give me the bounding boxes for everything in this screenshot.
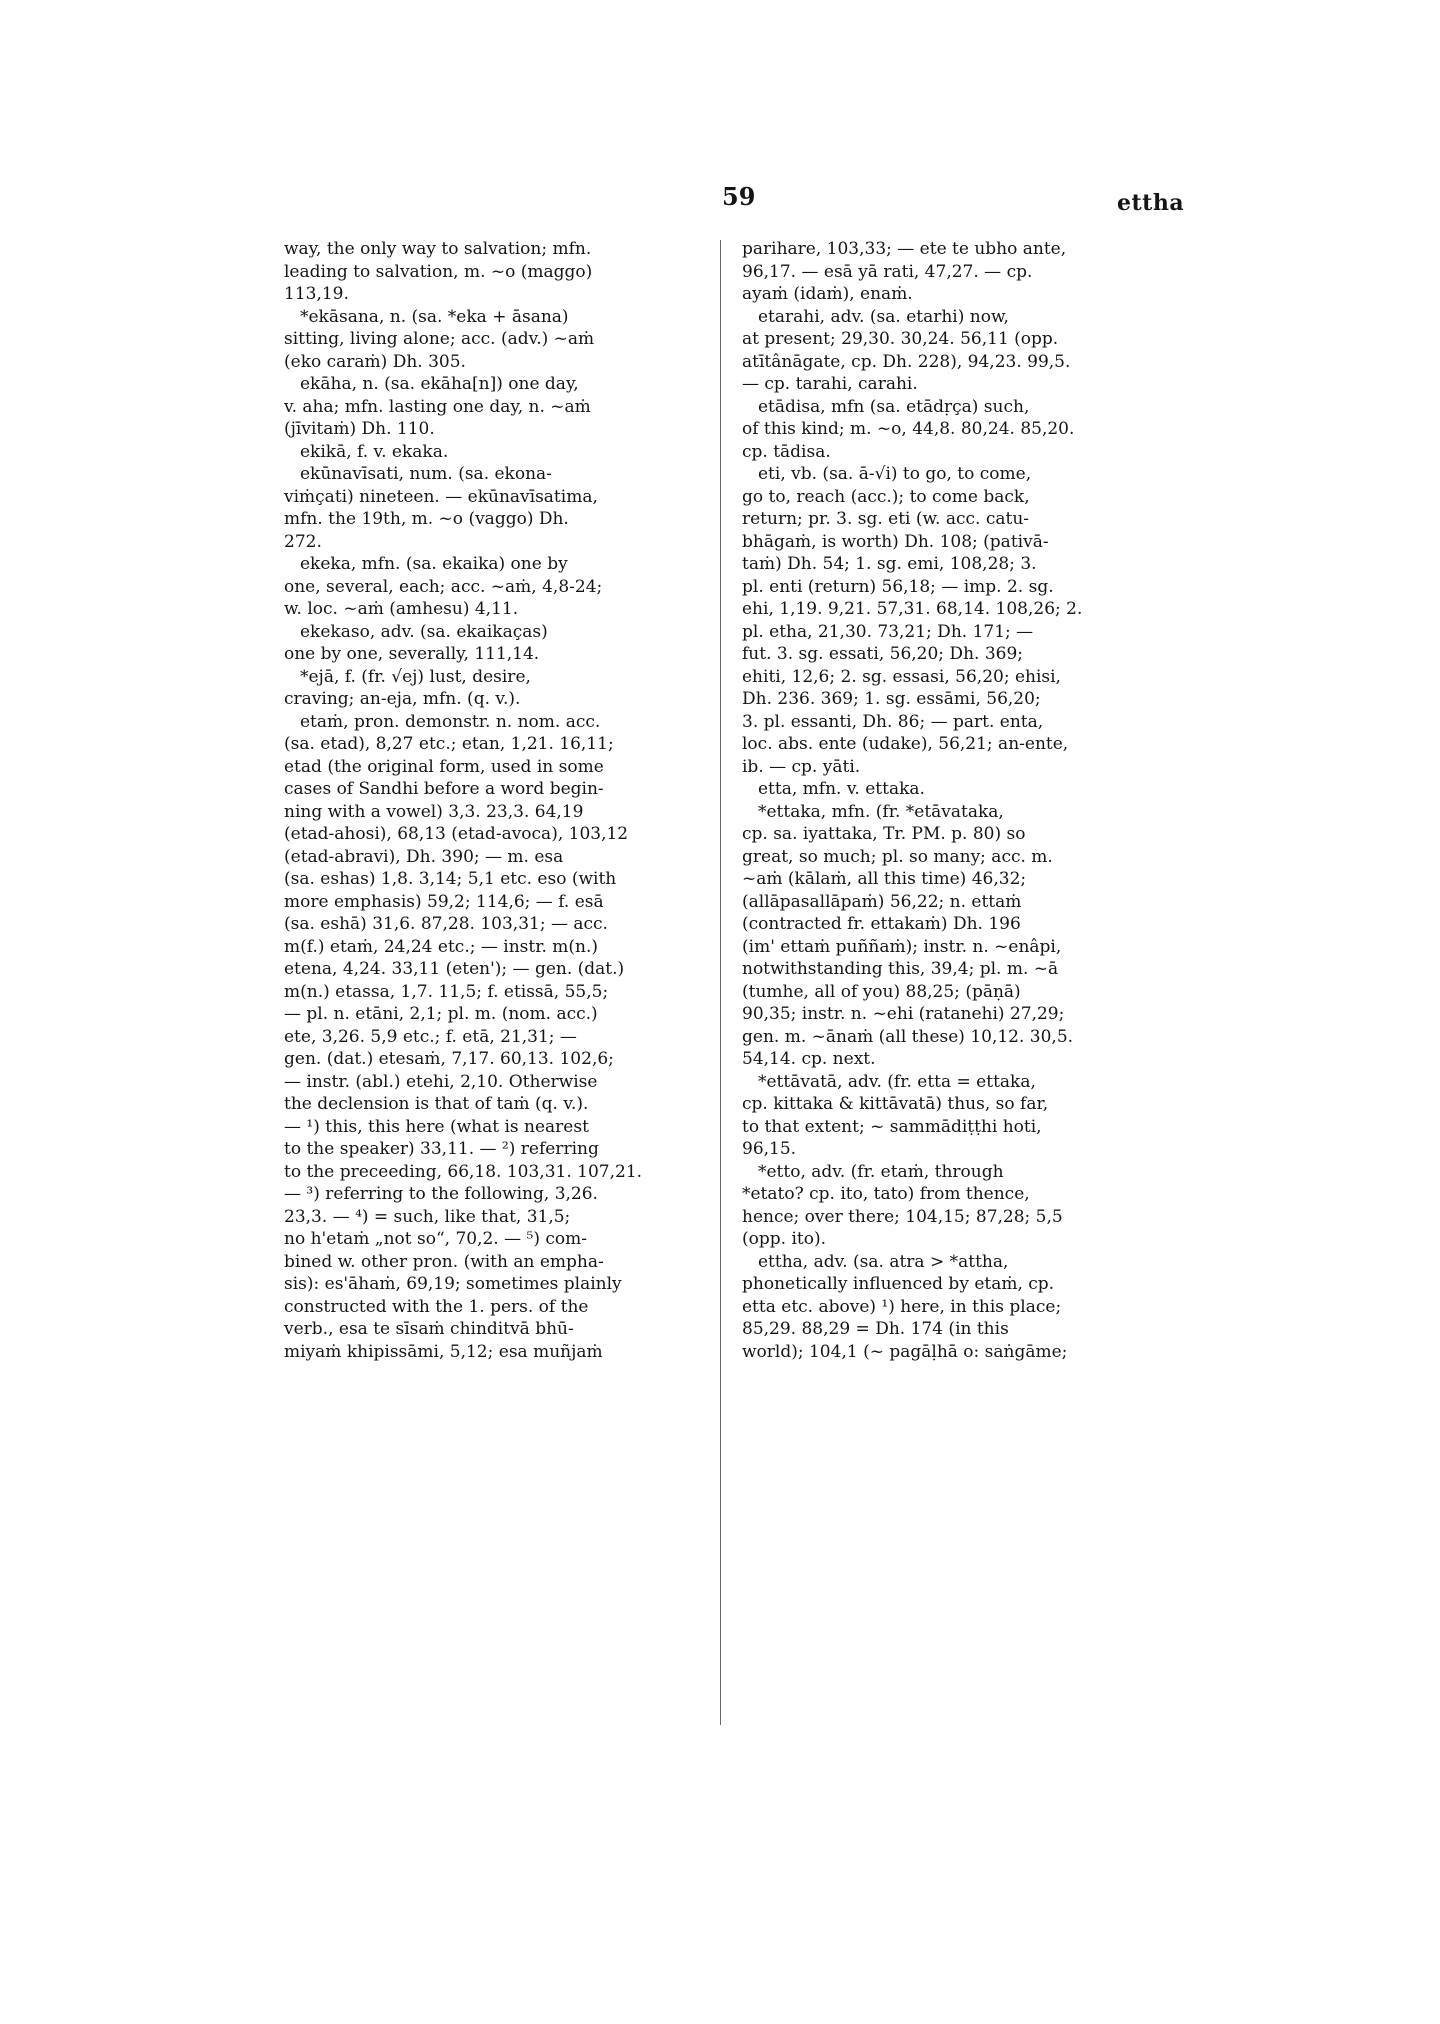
dictionary-line: phonetically influenced by etaṁ, cp.	[742, 1274, 1055, 1294]
dictionary-line: cp. kittaka & kittāvatā) thus, so far,	[742, 1094, 1049, 1114]
dictionary-line: — pl. n. etāni, 2,1; pl. m. (nom. acc.)	[284, 1004, 598, 1024]
dictionary-line: ekikā, f. v. ekaka.	[300, 441, 449, 462]
dictionary-line: verb., esa te sīsaṁ chinditvā bhū-	[284, 1319, 574, 1339]
dictionary-line: ehiti, 12,6; 2. sg. essasi, 56,20; ehisi,	[742, 666, 1061, 687]
dictionary-line: *etto, adv. (fr. etaṁ, through	[758, 1161, 1004, 1182]
dictionary-line: way, the only way to salvation; mfn.	[284, 239, 592, 259]
dictionary-line: — instr. (abl.) etehi, 2,10. Otherwise	[284, 1071, 598, 1092]
dictionary-line: mfn. the 19th, m. ~o (vaggo) Dh.	[284, 509, 569, 529]
dictionary-line: cases of Sandhi before a word begin-	[284, 779, 604, 799]
dictionary-line: ehi, 1,19. 9,21. 57,31. 68,14. 108,26; 2.	[742, 599, 1083, 619]
dictionary-line: bined w. other pron. (with an empha-	[284, 1251, 604, 1272]
dictionary-line: (etad-ahosi), 68,13 (etad-avoca), 103,12	[284, 824, 629, 844]
dictionary-line: sitting, living alone; acc. (adv.) ~aṁ	[284, 329, 595, 349]
dictionary-line: — ³) referring to the following, 3,26.	[284, 1184, 598, 1204]
dictionary-line: 113,19.	[284, 284, 349, 304]
dictionary-line: *ettāvatā, adv. (fr. etta = ettaka,	[758, 1071, 1036, 1092]
dictionary-line: eti, vb. (sa. ā-√i) to go, to come,	[758, 464, 1032, 484]
dictionary-line: ning with a vowel) 3,3. 23,3. 64,19	[284, 801, 584, 822]
dictionary-line: to that extent; ~ sammādiṭṭhi hoti,	[742, 1116, 1042, 1137]
dictionary-line: one, several, each; acc. ~aṁ, 4,8-24;	[284, 576, 603, 597]
dictionary-line: *etato? cp. ito, tato) from thence,	[742, 1184, 1030, 1204]
dictionary-line: 272.	[284, 531, 322, 552]
dictionary-line: (jīvitaṁ) Dh. 110.	[284, 419, 435, 439]
dictionary-line: (opp. ito).	[742, 1229, 826, 1249]
dictionary-line: pl. enti (return) 56,18; — imp. 2. sg.	[742, 576, 1054, 597]
dictionary-line: cp. tādisa.	[742, 441, 831, 462]
dictionary-line: (allāpasallāpaṁ) 56,22; n. ettaṁ	[742, 891, 1022, 912]
dictionary-line: the declension is that of taṁ (q. v.).	[284, 1094, 589, 1114]
dictionary-line: 96,17. — esā yā rati, 47,27. — cp.	[742, 261, 1033, 282]
dictionary-line: taṁ) Dh. 54; 1. sg. emi, 108,28; 3.	[742, 554, 1037, 574]
dictionary-line: (etad-abravi), Dh. 390; — m. esa	[284, 846, 564, 867]
dictionary-line: — cp. tarahi, carahi.	[742, 374, 918, 394]
dictionary-line: pl. etha, 21,30. 73,21; Dh. 171; —	[742, 621, 1034, 642]
column-divider	[720, 240, 721, 1725]
dictionary-line: bhāgaṁ, is worth) Dh. 108; (pativā-	[742, 531, 1049, 552]
dictionary-line: etarahi, adv. (sa. etarhi) now,	[758, 306, 1009, 327]
dictionary-line: great, so much; pl. so many; acc. m.	[742, 846, 1053, 867]
dictionary-line: ayaṁ (idaṁ), enaṁ.	[742, 284, 913, 304]
dictionary-line: v. aha; mfn. lasting one day, n. ~aṁ	[284, 396, 591, 417]
dictionary-line: parihare, 103,33; — ete te ubho ante,	[742, 239, 1067, 259]
dictionary-line: ete, 3,26. 5,9 etc.; f. etā, 21,31; —	[284, 1026, 577, 1047]
dictionary-line: etena, 4,24. 33,11 (eten'); — gen. (dat.)	[284, 959, 625, 979]
dictionary-line: m(f.) etaṁ, 24,24 etc.; — instr. m(n.)	[284, 936, 599, 957]
dictionary-line: cp. sa. iyattaka, Tr. PM. p. 80) so	[742, 824, 1026, 844]
dictionary-line: etta etc. above) ¹) here, in this place;	[742, 1296, 1062, 1317]
dictionary-line: 54,14. cp. next.	[742, 1049, 876, 1069]
running-head: ettha	[1117, 190, 1185, 216]
dictionary-line: ekekaso, adv. (sa. ekaikaças)	[300, 621, 548, 642]
left-column	[284, 238, 704, 1363]
dictionary-line: notwithstanding this, 39,4; pl. m. ~ā	[742, 959, 1059, 979]
dictionary-line: (sa. eshas) 1,8. 3,14; 5,1 etc. eso (with	[284, 869, 617, 889]
dictionary-line: viṁçati) nineteen. — ekūnavīsatima,	[284, 486, 598, 507]
dictionary-line: at present; 29,30. 30,24. 56,11 (opp.	[742, 329, 1059, 349]
dictionary-line: (im' ettaṁ puññaṁ); instr. n. ~enâpi,	[742, 936, 1062, 957]
dictionary-line: (contracted fr. ettakaṁ) Dh. 196	[742, 914, 1021, 934]
dictionary-line: go to, reach (acc.); to come back,	[742, 486, 1030, 507]
dictionary-line: ib. — cp. yāti.	[742, 756, 861, 777]
dictionary-line: (tumhe, all of you) 88,25; (pāṇā)	[742, 981, 1021, 1002]
dictionary-line: — ¹) this, this here (what is nearest	[284, 1116, 589, 1137]
dictionary-line: (eko caraṁ) Dh. 305.	[284, 351, 466, 372]
dictionary-line: constructed with the 1. pers. of the	[284, 1296, 589, 1317]
dictionary-line: 3. pl. essanti, Dh. 86; — part. enta,	[742, 711, 1044, 732]
dictionary-line: w. loc. ~aṁ (amhesu) 4,11.	[284, 599, 519, 619]
dictionary-line: 96,15.	[742, 1139, 797, 1159]
right-column	[742, 238, 1160, 1363]
dictionary-line: (sa. etad), 8,27 etc.; etan, 1,21. 16,11;	[284, 734, 614, 754]
dictionary-line: more emphasis) 59,2; 114,6; — f. esā	[284, 891, 604, 912]
dictionary-line: *ettaka, mfn. (fr. *etāvataka,	[758, 801, 1004, 822]
dictionary-line: etaṁ, pron. demonstr. n. nom. acc.	[300, 711, 601, 732]
dictionary-line: of this kind; m. ~o, 44,8. 80,24. 85,20.	[742, 419, 1075, 439]
dictionary-line: leading to salvation, m. ~o (maggo)	[284, 261, 593, 282]
dictionary-line: etad (the original form, used in some	[284, 756, 604, 777]
dictionary-line: gen. m. ~ānaṁ (all these) 10,12. 30,5.	[742, 1026, 1074, 1047]
dictionary-line: fut. 3. sg. essati, 56,20; Dh. 369;	[742, 644, 1023, 664]
dictionary-line: 85,29. 88,29 = Dh. 174 (in this	[742, 1319, 1009, 1339]
dictionary-line: ekeka, mfn. (sa. ekaika) one by	[300, 554, 568, 574]
dictionary-line: ekūnavīsati, num. (sa. ekona-	[300, 464, 552, 484]
dictionary-line: m(n.) etassa, 1,7. 11,5; f. etissā, 55,5;	[284, 981, 609, 1002]
dictionary-line: one by one, severally, 111,14.	[284, 644, 540, 664]
dictionary-line: ~aṁ (kālaṁ, all this time) 46,32;	[742, 869, 1027, 889]
dictionary-line: world); 104,1 (~ pagāḷhā o: saṅgāme;	[742, 1341, 1068, 1362]
dictionary-line: craving; an-eja, mfn. (q. v.).	[284, 689, 521, 709]
dictionary-line: ekāha, n. (sa. ekāha[n]) one day,	[300, 374, 579, 394]
dictionary-line: 90,35; instr. n. ~ehi (ratanehi) 27,29;	[742, 1004, 1065, 1024]
dictionary-line: etādisa, mfn (sa. etādṛça) such,	[758, 396, 1030, 417]
dictionary-line: return; pr. 3. sg. eti (w. acc. catu-	[742, 509, 1030, 529]
dictionary-line: atītânāgate, cp. Dh. 228), 94,23. 99,5.	[742, 351, 1071, 372]
dictionary-line: etta, mfn. v. ettaka.	[758, 779, 925, 799]
dictionary-line: ettha, adv. (sa. atra > *attha,	[758, 1251, 1009, 1272]
dictionary-line: *ejā, f. (fr. √ej) lust, desire,	[300, 666, 531, 687]
dictionary-line: (sa. eshā) 31,6. 87,28. 103,31; — acc.	[284, 914, 608, 934]
dictionary-line: miyaṁ khipissāmi, 5,12; esa muñjaṁ	[284, 1341, 603, 1362]
dictionary-line: to the speaker) 33,11. — ²) referring	[284, 1139, 599, 1159]
dictionary-line: gen. (dat.) etesaṁ, 7,17. 60,13. 102,6;	[284, 1049, 614, 1069]
dictionary-line: no h'etaṁ „not so“, 70,2. — ⁵) com-	[284, 1229, 587, 1249]
dictionary-line: to the preceeding, 66,18. 103,31. 107,21.	[284, 1161, 643, 1182]
dictionary-line: loc. abs. ente (udake), 56,21; an-ente,	[742, 734, 1069, 754]
dictionary-line: Dh. 236. 369; 1. sg. essāmi, 56,20;	[742, 689, 1041, 709]
dictionary-line: hence; over there; 104,15; 87,28; 5,5	[742, 1206, 1063, 1227]
dictionary-line: sis): es'āhaṁ, 69,19; sometimes plainly	[284, 1274, 622, 1294]
dictionary-line: *ekāsana, n. (sa. *eka + āsana)	[300, 306, 569, 327]
dictionary-line: 23,3. — ⁴) = such, like that, 31,5;	[284, 1206, 571, 1227]
page-number: 59	[722, 182, 756, 211]
